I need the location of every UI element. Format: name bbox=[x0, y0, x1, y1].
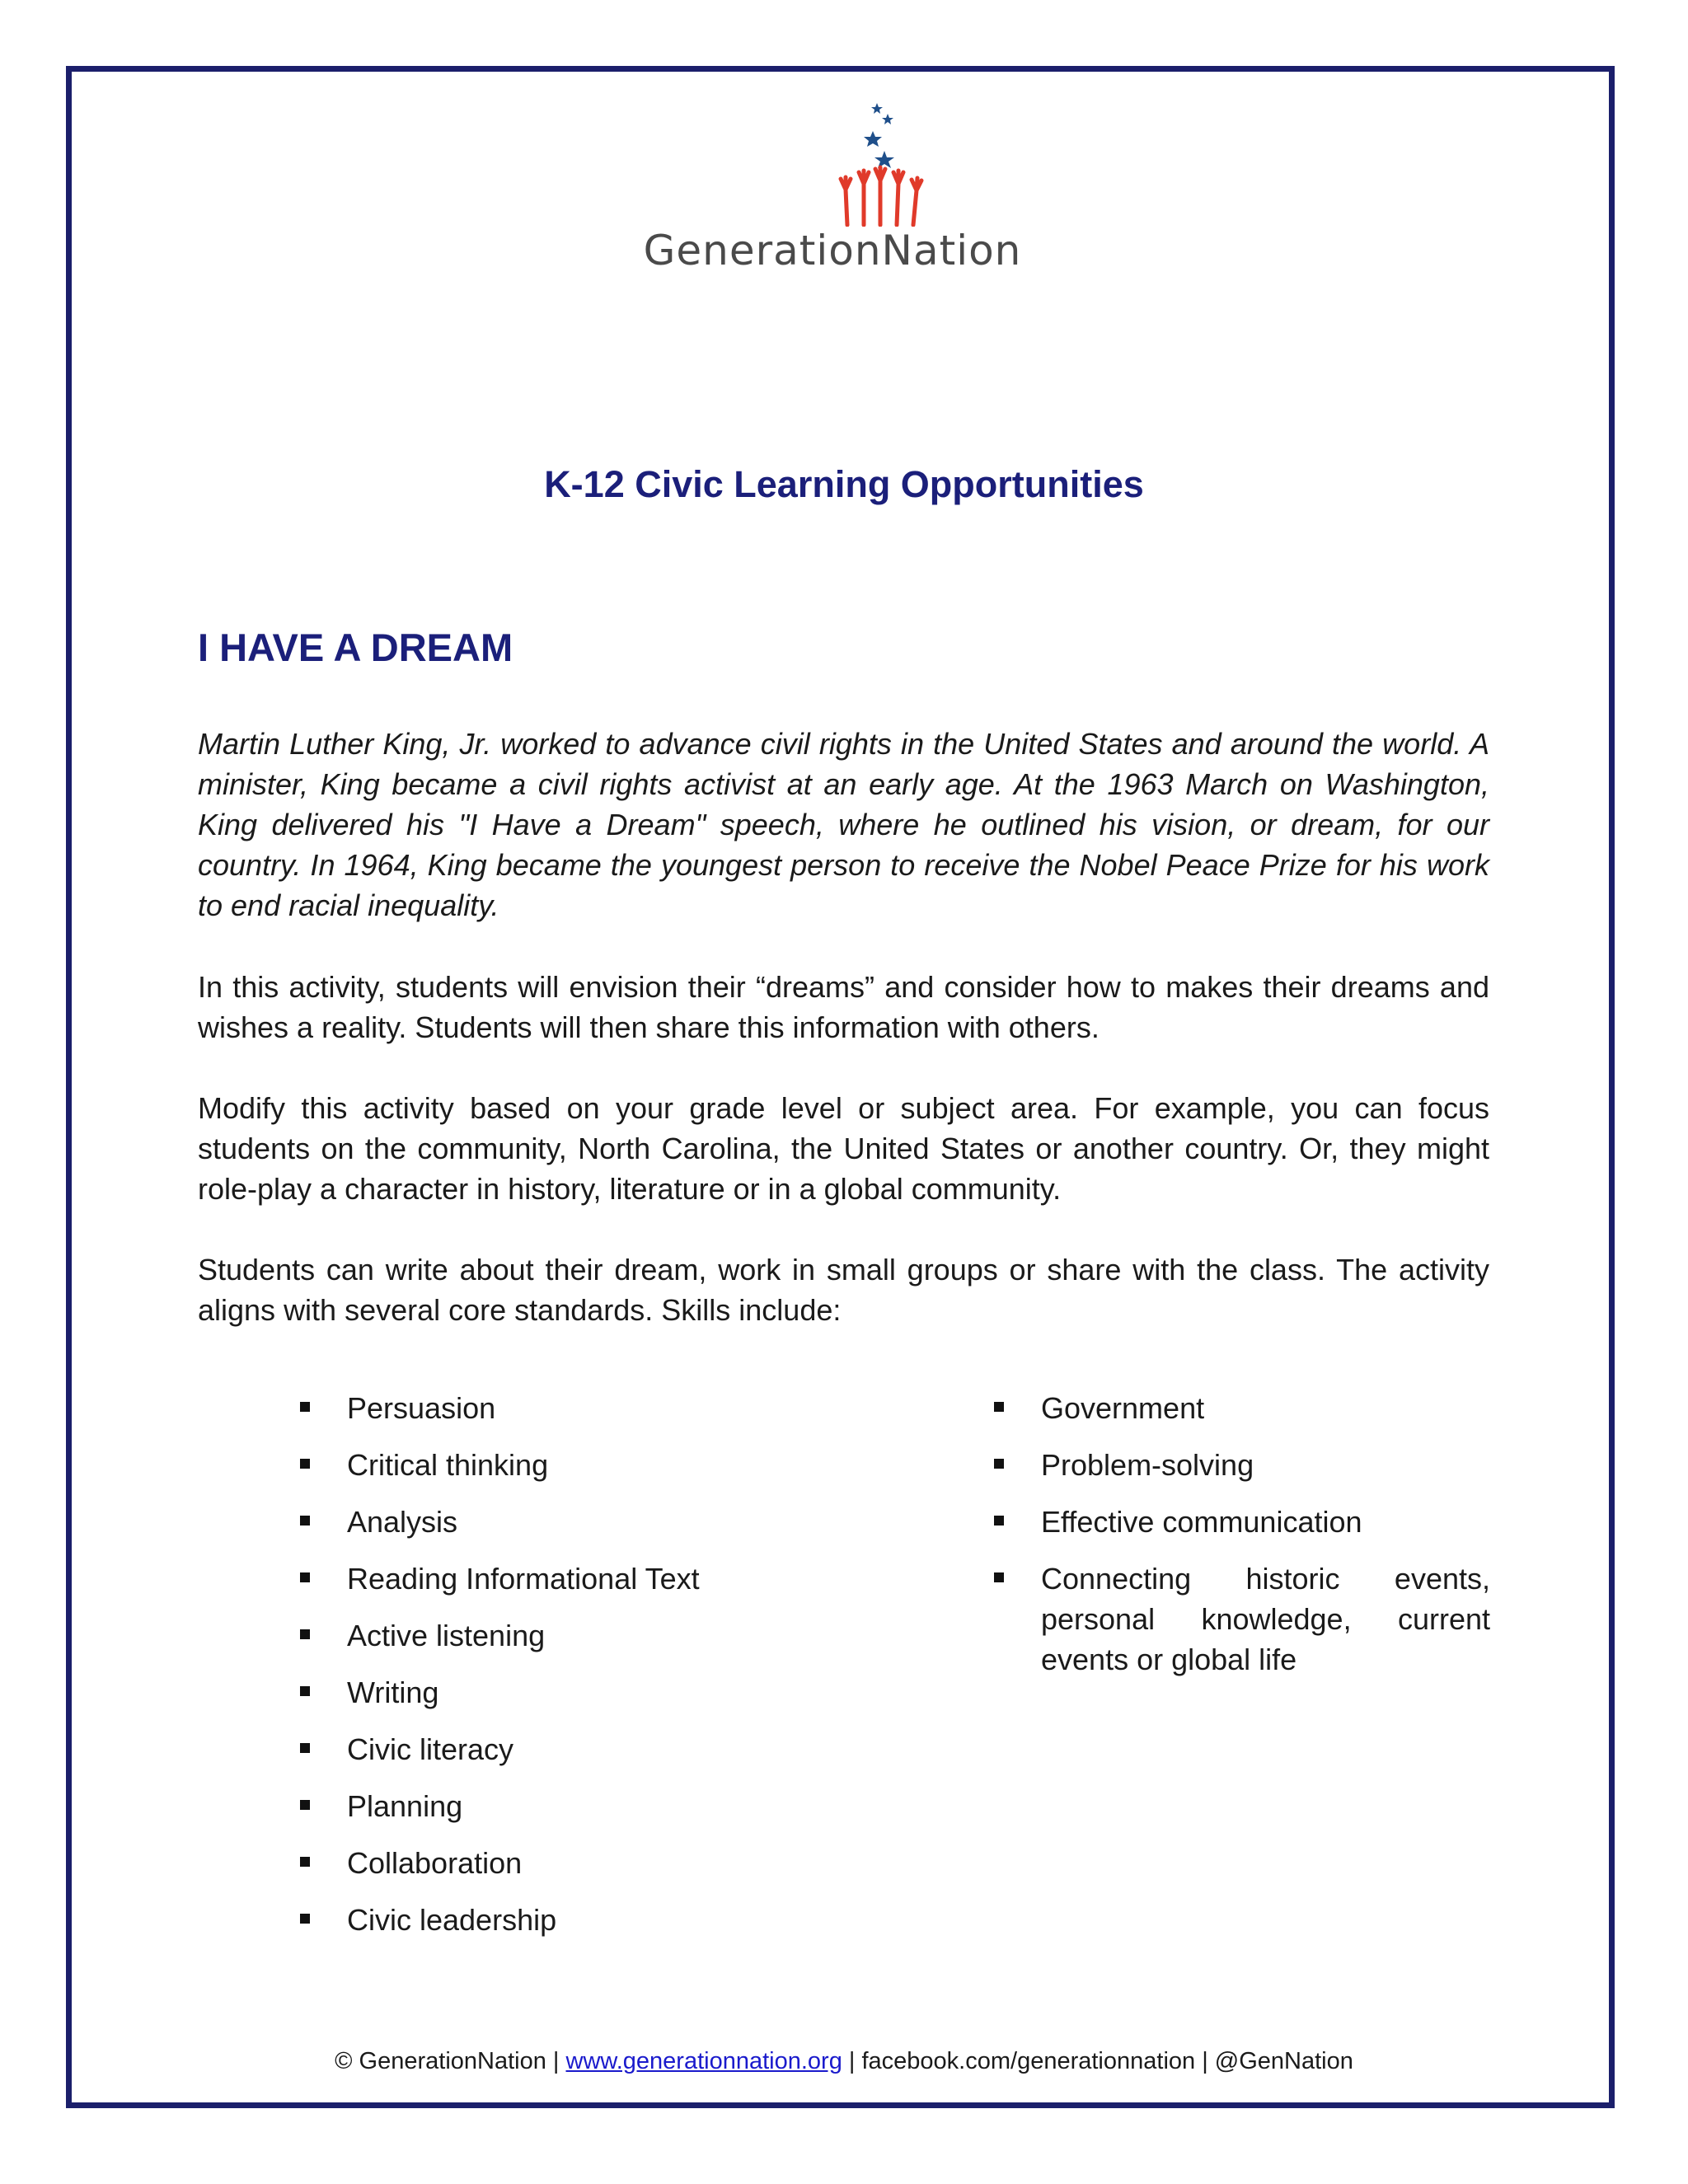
list-item: Collaboration bbox=[347, 1843, 842, 1883]
star-icon bbox=[864, 131, 882, 147]
footer-social: | facebook.com/generationnation | @GenNation bbox=[842, 2048, 1353, 2074]
star-icon bbox=[882, 114, 893, 124]
modify-paragraph: Modify this activity based on your grade level or subject area. For example, you can focus students on the community, North Carolina, the United States or another country. Or, they might role-play a character in history, literature or in a global community. bbox=[198, 1091, 1489, 1206]
logo-stars-hands-icon bbox=[602, 95, 1063, 227]
list-item: Analysis bbox=[347, 1502, 842, 1542]
bullet-icon bbox=[300, 1800, 310, 1810]
list-item: Active listening bbox=[347, 1615, 842, 1656]
list-item: Reading Informational Text bbox=[347, 1558, 842, 1599]
section-title: I HAVE A DREAM bbox=[198, 626, 513, 669]
bullet-icon bbox=[300, 1459, 310, 1469]
list-item: Effective communication bbox=[1041, 1502, 1490, 1542]
logo-text: GenerationNation bbox=[643, 227, 1022, 274]
star-icon bbox=[871, 103, 883, 114]
skills-intro-paragraph: Students can write about their dream, work in small groups or share with the class. The activity aligns with several core standards. Skills include: bbox=[198, 1253, 1489, 1327]
hands-icon bbox=[841, 167, 921, 225]
bullet-icon bbox=[300, 1914, 310, 1924]
list-item: Persuasion bbox=[347, 1388, 842, 1428]
list-item: Government bbox=[1041, 1388, 1490, 1428]
list-item: Connecting historic events, personal knowledge, current events or global life bbox=[1041, 1558, 1490, 1680]
bullet-icon bbox=[300, 1572, 310, 1582]
list-item: Problem-solving bbox=[1041, 1445, 1490, 1485]
activity-paragraph: In this activity, students will envision their “dreams” and consider how to makes their dreams and wishes a reality. Students will then share this information with others. bbox=[198, 970, 1489, 1044]
star-icon bbox=[874, 151, 894, 168]
list-item: Civic literacy bbox=[347, 1729, 842, 1769]
bullet-icon bbox=[300, 1743, 310, 1753]
list-item: Critical thinking bbox=[347, 1445, 842, 1485]
bullet-icon bbox=[300, 1686, 310, 1696]
document-title: K-12 Civic Learning Opportunities bbox=[544, 463, 1144, 505]
generation-nation-logo bbox=[602, 95, 1063, 297]
bullet-icon bbox=[994, 1516, 1004, 1526]
bullet-icon bbox=[994, 1572, 1004, 1582]
bullet-icon bbox=[300, 1402, 310, 1412]
bullet-icon bbox=[300, 1857, 310, 1867]
list-item: Planning bbox=[347, 1786, 842, 1826]
bullet-icon bbox=[300, 1516, 310, 1526]
list-item: Writing bbox=[347, 1672, 842, 1713]
bullet-icon bbox=[994, 1402, 1004, 1412]
bullet-icon bbox=[300, 1629, 310, 1639]
bullet-icon bbox=[994, 1459, 1004, 1469]
website-link[interactable]: www.generationnation.org bbox=[565, 2048, 842, 2074]
skills-list-left bbox=[347, 1388, 842, 1957]
skills-list-right bbox=[1041, 1388, 1490, 1696]
footer bbox=[0, 2048, 1688, 2075]
footer-copyright: © GenerationNation | bbox=[335, 2048, 566, 2074]
list-item: Civic leadership bbox=[347, 1900, 842, 1940]
intro-paragraph: Martin Luther King, Jr. worked to advance civil rights in the United States and around the world. A minister, King became a civil rights activist at an early age. At the 1963 March on Washington, King delivered his "I Have a Dream" speech, where he outlined his vision, or dream, for our country. In 1964, King became the youngest person to receive the Nobel Peace Prize for his work to end racial inequality. bbox=[198, 727, 1489, 922]
